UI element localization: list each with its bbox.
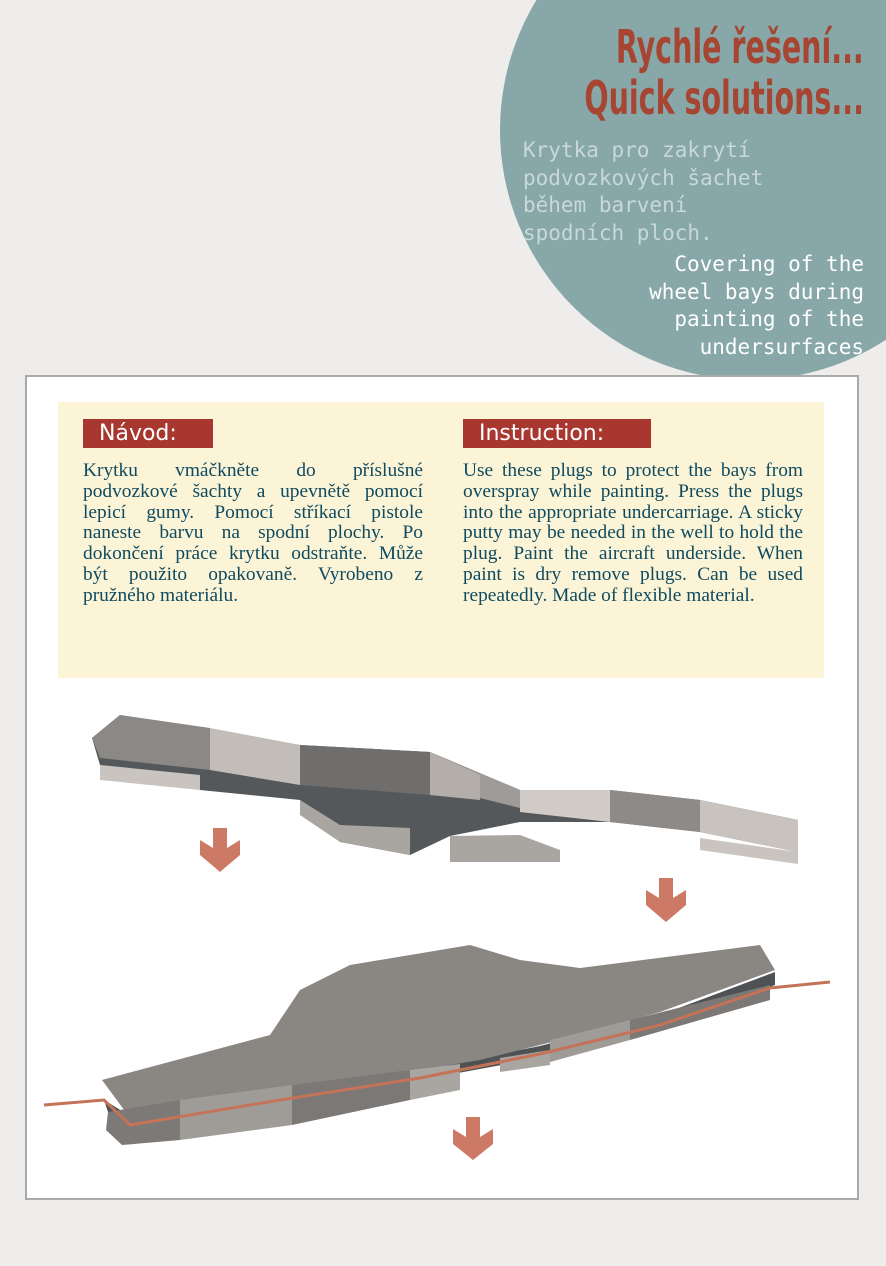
down-arrow-icon xyxy=(646,878,686,922)
label-navod: Návod: xyxy=(83,419,213,448)
down-arrow-icon xyxy=(453,1117,493,1160)
upper-plug xyxy=(92,715,798,864)
subtitle-english: Covering of the wheel bays during painting of the undersurfaces xyxy=(649,252,864,359)
subtitle-czech: Krytka pro zakrytí podvozkových šachet během barvení spodních ploch. xyxy=(523,138,764,245)
instruction-text-english: Use these plugs to protect the bays from overspray while painting. Press the plugs into the appropriate undercarriage. A sticky putty may be needed in the well to hold the plug. Paint the aircraft underside. When paint is dry remove plugs. Can be used repeatedly. Made of flexible material. xyxy=(463,460,803,606)
lower-plug xyxy=(102,945,775,1145)
instruction-text-czech: Krytku vmáčkněte do příslušné podvozkové šachty a upevnětě pomocí lepicí gumy. Pomocí stříkací pistole naneste barvu na spodní plochy. Po dokončení práce krytku odstraňte. Může být použito opakovaně. Vyrobeno z pružného materiálu. xyxy=(83,460,423,606)
title-english: Quick solutions... xyxy=(584,71,864,125)
down-arrow-icon xyxy=(200,828,240,872)
title-czech: Rychlé řešení... xyxy=(616,20,864,74)
label-instruction: Instruction: xyxy=(463,419,651,448)
